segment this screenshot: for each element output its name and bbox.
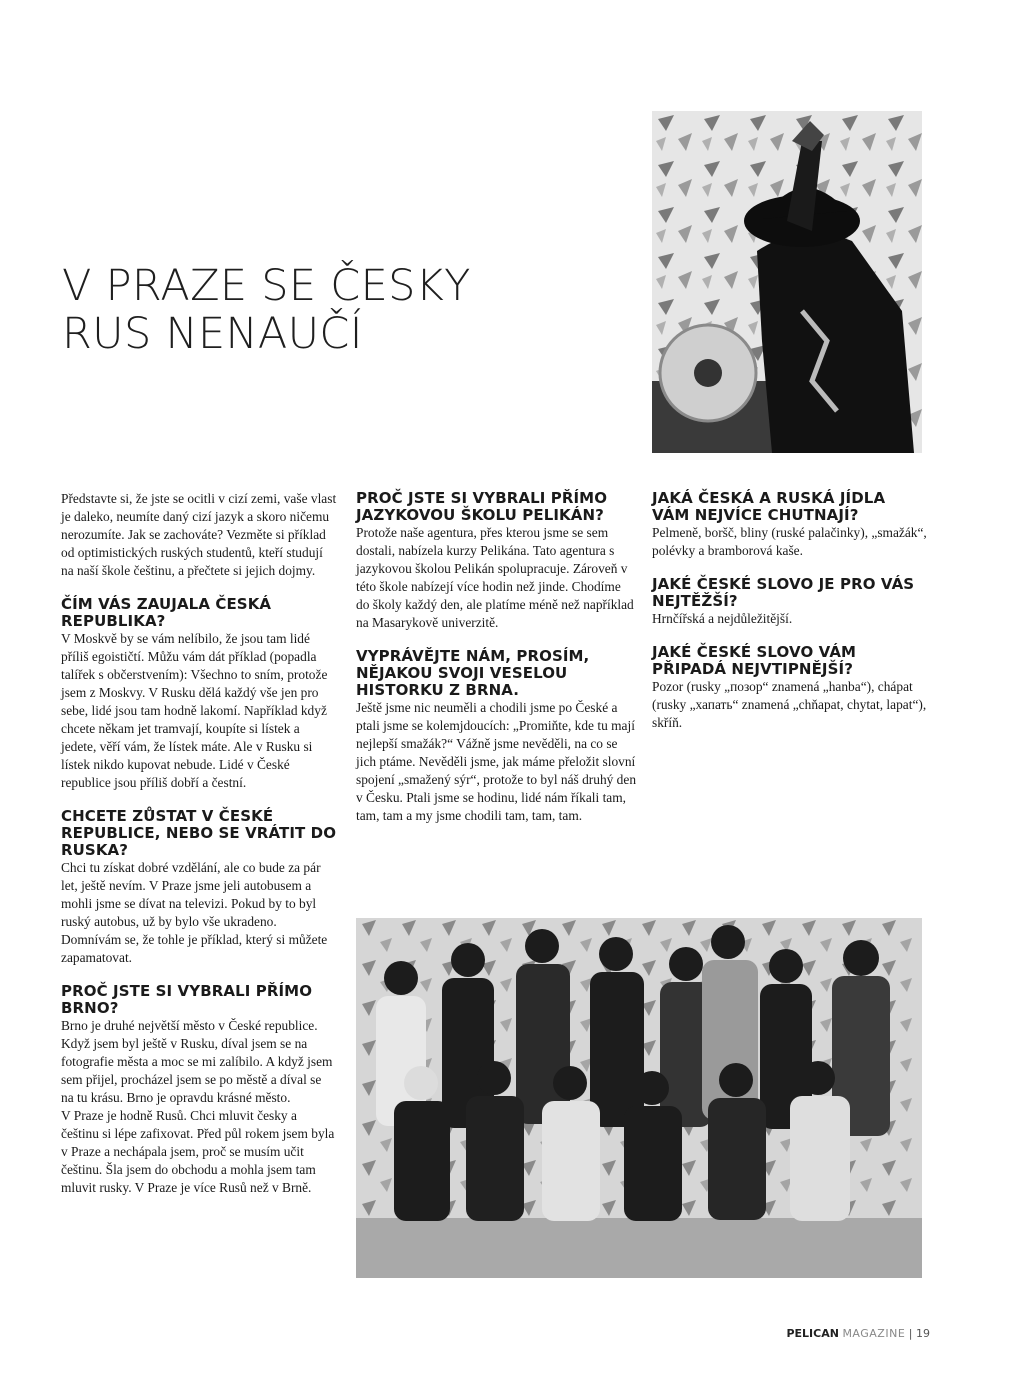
- answer-paragraph: Pelmeně, boršč, bliny (ruské palačinky), „smažák“, polévky a bramborová kaše.: [652, 525, 927, 558]
- photo-student-group: [356, 918, 922, 1278]
- question-heading: JAKÁ ČESKÁ A RUSKÁ JÍDLA VÁM NEJVÍCE CHUTNAJÍ?: [652, 489, 886, 524]
- intro-paragraph: Představte si, že jste se ocitli v cizí zemi, vaše vlast je daleko, neumíte daný cizí jazyk a skoro ničemu nerozumíte. Jak se zachováte? Vezměte si příklad od optimistických ruských studentů, kteří studují na naší škole češtinu, a přečtete si jejich dojmy.: [61, 491, 337, 578]
- question-heading: ČÍM VÁS ZAUJALA ČESKÁ REPUBLIKA?: [61, 595, 272, 630]
- photo-student-with-hat: [652, 111, 922, 453]
- footer-magazine: MAGAZINE: [842, 1327, 906, 1340]
- column-2: [356, 490, 636, 825]
- article-title: [62, 262, 622, 358]
- answer-paragraph: V Moskvě by se vám nelíbilo, že jsou tam lidé příliš egoističtí. Můžu vám dát příklad (popadla talířek s občerstvením): Všechno to sním, protože jsem z Moskvy. V Rusku dělá každý vše jen pro sebe, lidé jsou tam hodně lakomí. Například když chcete někam jet tramvají, koupíte si lístek a jedete, věří vám, že lístek máte. Ale v Rusku si lístek nikdo kupovat nebude. Lidé v České republice jsou příliš dobří a čestní.: [61, 631, 328, 790]
- question-heading: JAKÉ ČESKÉ SLOVO JE PRO VÁS NEJTĚŽŠÍ?: [652, 575, 915, 610]
- question-heading: PROČ JSTE SI VYBRALI PŘÍMO BRNO?: [61, 982, 313, 1017]
- answer-paragraph: Hrnčířská a nejdůležitější.: [652, 611, 793, 626]
- title-line-2: RUS NENAUČÍ: [62, 309, 363, 359]
- answer-paragraph: Protože naše agentura, přes kterou jsme se sem dostali, nabízela kurzy Pelikána. Tato agentura s jazykovou školou Pelikán spolupracuje. Zároveň v této škole nabízejí více hodin než jinde. Chodíme do školy každý den, ale platíme méně než například na Masarykově univerzitě.: [356, 525, 634, 630]
- column-1: [61, 490, 337, 1197]
- question-heading: VYPRÁVĚJTE NÁM, PROSÍM, NĚJAKOU SVOJI VESELOU HISTORKU Z BRNA.: [356, 647, 590, 699]
- answer-paragraph: Chci tu získat dobré vzdělání, ale co bude za pár let, ještě nevím. V Praze jsme jeli autobusem a mohli jsme se dívat na televizi. Pokud by to byl ruský autobus, už by bylo vše ukradeno. Domnívám se, že tohle je příklad, který si můžete zapamatovat.: [61, 860, 328, 965]
- question-heading: CHCETE ZŮSTAT V ČESKÉ REPUBLICE, NEBO SE VRÁTIT DO RUSKA?: [61, 807, 337, 859]
- question-heading: JAKÉ ČESKÉ SLOVO VÁM PŘIPADÁ NEJVTIPNĚJŠÍ?: [652, 643, 857, 678]
- answer-paragraph: Pozor (rusky „позор“ znamená „hanba“), chápat (rusky „хапать“ znamená „chňapat, chytat, lapat“), skříň.: [652, 679, 927, 730]
- title-line-1: V PRAZE SE ČESKY: [62, 261, 471, 311]
- answer-paragraph: Ještě jsme nic neuměli a chodili jsme po České a ptali jsme se kolemjdoucích: „Promiňte, kde tu mají nejlepší smažák?“ Vážně jsme nevěděli, na co se jich ptáme. Nevěděli jsme, jak máme přeložit slovní spojení „smažený sýr“, protože to byl náš druhý den v Česku. Ptali jsme se hodinu, lidé nám říkali tam, tam, tam a my jsme chodili tam, tam, tam.: [356, 700, 637, 823]
- footer-separator: |: [908, 1327, 913, 1340]
- answer-paragraph: Brno je druhé největší město v České republice. Když jsem byl ještě v Rusku, díval jsem se na fotografie města a moc se mi zalíbilo. A když jsem sem přijel, procházel jsem se po městě a díval se na tu krásu. Brno je opravdu krásné město.: [61, 1018, 333, 1105]
- question-heading: PROČ JSTE SI VYBRALI PŘÍMO JAZYKOVOU ŠKOLU PELIKÁN?: [356, 489, 608, 524]
- page-footer: [786, 1327, 930, 1340]
- column-3: [652, 490, 927, 732]
- page-number: 19: [916, 1327, 930, 1340]
- answer-paragraph: V Praze je hodně Rusů. Chci mluvit česky a češtinu si lépe zafixovat. Před půl rokem jsem byla v Praze a nechápala jsem, proč se musím učit češtinu. Šla jsem do obchodu a mohla jsem tam mluvit rusky. V Praze je více Rusů než v Brně.: [61, 1108, 335, 1195]
- footer-brand: PELICAN: [786, 1327, 839, 1340]
